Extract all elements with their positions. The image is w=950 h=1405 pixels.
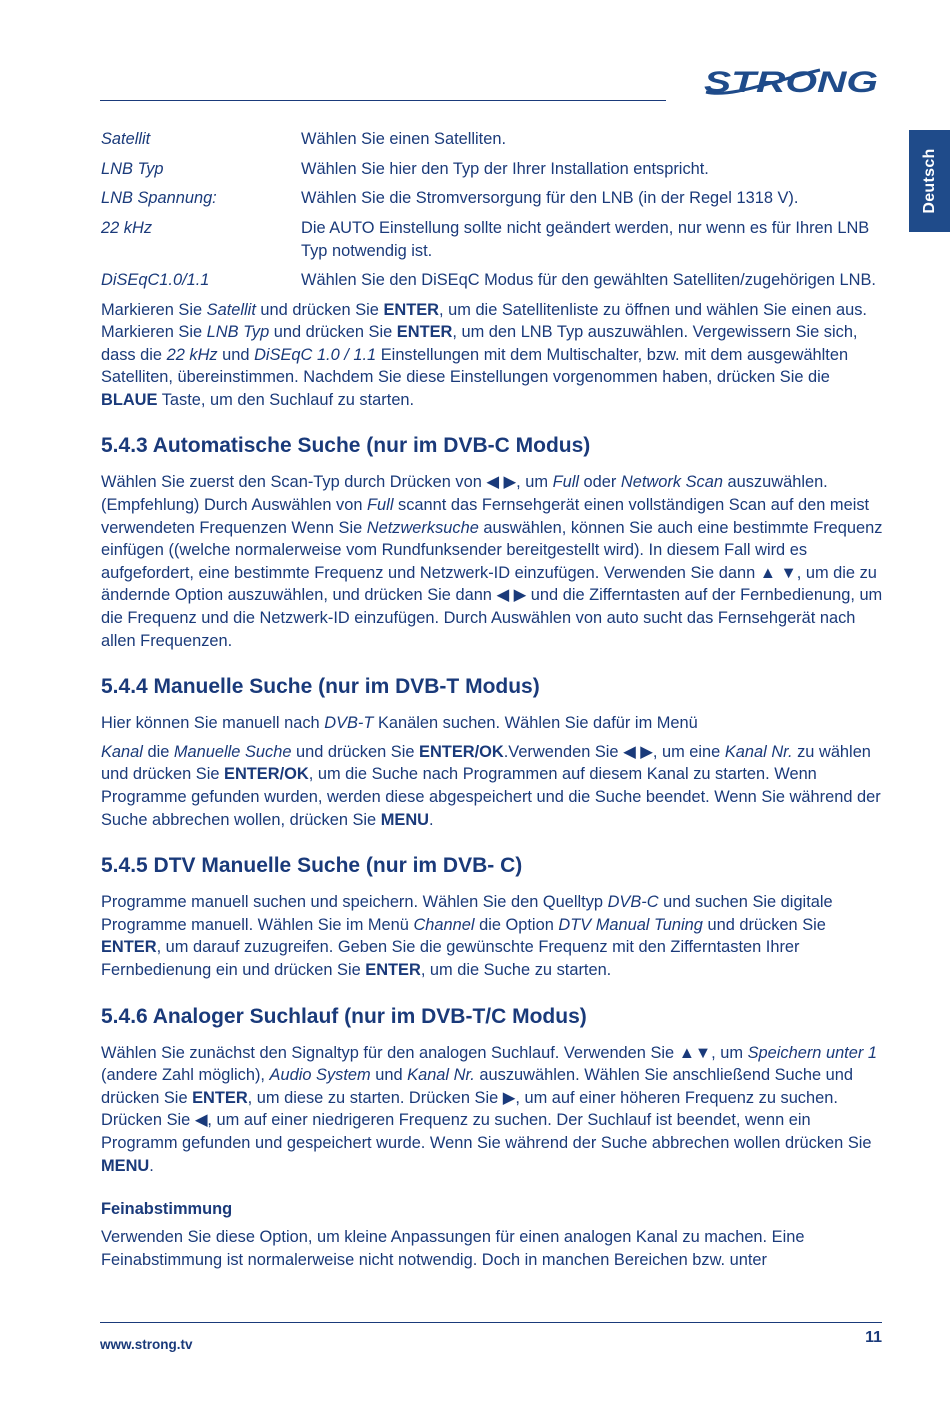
key-label: ENTER bbox=[383, 300, 440, 319]
text-run: und bbox=[217, 345, 255, 364]
emphasis-text: DVB-T bbox=[324, 714, 374, 733]
definition-row bbox=[101, 158, 886, 181]
key-label: ENTER bbox=[365, 960, 421, 979]
text-run: und bbox=[370, 1066, 408, 1085]
definition-row bbox=[101, 128, 886, 151]
text-run: auszuwählen. Wählen Sie anschließend Suche und drücken Sie bbox=[101, 1066, 853, 1107]
emphasis-text: DVB-C bbox=[607, 893, 659, 912]
subsection-paragraph bbox=[101, 1226, 886, 1271]
key-label: ENTER/OK bbox=[224, 765, 309, 784]
text-run: zu wählen und drücken Sie bbox=[101, 742, 871, 784]
definition-term: 22 kHz bbox=[101, 218, 153, 237]
text-run: Wählen Sie zunächst den Signaltyp für den analogen Suchlauf. Verwenden Sie ▲▼, um bbox=[101, 1043, 748, 1062]
text-run: auswählen, können Sie auch eine bestimmte Frequenz einfügen ((welche normalerweise vom Rundfunksender bereitgestellt wird). In diesem Fall wird es aufgefordert, eine bestimmte Frequenz und Netzwerk-ID einzufügen. Verwenden Sie dann ▲ ▼, um die zu ändernde Option auszuwählen, und drücken Sie dann ◀ ▶ und die Zifferntasten auf der Fernbedienung, um die Frequenz und die Netzwerk-ID einzufügen. Durch Auswählen von auto sucht das Fernsehgerät nach allen Frequenzen. bbox=[101, 518, 883, 650]
emphasis-text: Netzwerksuche bbox=[366, 518, 479, 537]
footer-rule bbox=[100, 1322, 882, 1323]
text-run: Einstellungen mit dem Multischalter, bzw. mit dem ausgewählten Satelliten, übereinstimmen. Nachdem Sie diese Einstellungen vorgenommen haben, drücken Sie die bbox=[101, 345, 849, 387]
emphasis-text: Channel bbox=[413, 915, 475, 934]
key-label: ENTER bbox=[101, 938, 157, 957]
text-run: (andere Zahl möglich), bbox=[101, 1066, 270, 1085]
section-paragraph bbox=[101, 471, 886, 652]
text-run: Kanälen suchen. Wählen Sie dafür im Menü bbox=[373, 714, 698, 733]
language-tab-label: Deutsch bbox=[920, 148, 938, 214]
definition-list bbox=[101, 128, 886, 292]
text-run: , um die Satellitenliste zu öffnen und wählen Sie einen aus. Markieren Sie bbox=[101, 300, 867, 342]
section-paragraph bbox=[101, 741, 886, 831]
emphasis-text: Network Scan bbox=[620, 473, 723, 492]
definition-term: Satellit bbox=[101, 130, 151, 148]
emphasis-text: 22 kHz bbox=[166, 345, 218, 364]
emphasis-text: Kanal Nr. bbox=[407, 1066, 475, 1085]
definition-description: Wählen Sie die Stromversorgung für den LNB (in der Regel 1318 V). bbox=[301, 189, 799, 207]
text-run: . bbox=[429, 810, 434, 829]
key-label: ENTER bbox=[396, 323, 453, 342]
section-paragraph bbox=[101, 712, 886, 735]
text-run: . bbox=[149, 1156, 154, 1175]
key-label: ENTER/OK bbox=[419, 742, 504, 761]
subsection-heading: Feinabstimmung bbox=[101, 1200, 233, 1219]
definition-term: LNB Spannung: bbox=[101, 189, 217, 207]
definition-description: Wählen Sie hier den Typ der Ihrer Installation entspricht. bbox=[301, 159, 709, 178]
emphasis-text: Kanal Nr. bbox=[724, 742, 793, 761]
section-heading: 5.4.6 Analoger Suchlauf (nur im DVB-T/C Modus) bbox=[101, 1004, 587, 1028]
text-run: Verwenden Sie diese Option, um kleine Anpassungen für einen analogen Kanal zu machen. Eine Feinabstimmung ist normalerweise nicht notwendig. Doch in manchen Bereichen bzw. unter bbox=[101, 1228, 805, 1269]
text-run: oder bbox=[579, 473, 621, 492]
text-run: die bbox=[142, 742, 174, 761]
page-content bbox=[101, 128, 886, 1271]
key-label: MENU bbox=[101, 1156, 150, 1175]
text-run: und drücken Sie bbox=[255, 300, 384, 319]
definition-description: Wählen Sie den DiSEqC Modus für den gewählten Satelliten/zugehörigen LNB. bbox=[301, 271, 876, 289]
definition-description: Wählen Sie einen Satelliten. bbox=[301, 130, 507, 148]
key-label: ENTER bbox=[192, 1088, 248, 1107]
sections bbox=[101, 411, 886, 1177]
text-run: , um diese zu starten. Drücken Sie ▶, um auf einer höheren Frequenz zu suchen. Drücken Sie ◀, um auf einer niedrigeren Frequenz zu suchen. Der Suchlauf ist beendet, wenn ein Programm gefunden und gespeichert wurde. Wenn Sie während der Suche abbrechen wollen drücken Sie bbox=[101, 1088, 872, 1152]
emphasis-text: Manuelle Suche bbox=[173, 742, 292, 761]
definition-term: DiSEqC1.0/1.1 bbox=[101, 271, 210, 289]
text-run: Hier können Sie manuell nach bbox=[101, 714, 325, 733]
text-run: Taste, um den Suchlauf zu starten. bbox=[157, 390, 415, 409]
text-run: , um die Suche zu starten. bbox=[420, 960, 612, 979]
section-paragraph bbox=[101, 1042, 886, 1178]
definition-term: LNB Typ bbox=[101, 159, 164, 178]
emphasis-text: Speichern unter 1 bbox=[747, 1043, 877, 1062]
emphasis-text: DiSEqC 1.0 / 1.1 bbox=[254, 345, 377, 364]
header-rule bbox=[100, 100, 666, 101]
definition-description: Die AUTO Einstellung sollte nicht geändert werden, nur wenn es für Ihren LNB Typ notwendig ist. bbox=[301, 218, 870, 260]
svg-text:STRONG: STRONG bbox=[704, 66, 878, 99]
text-run: und drücken Sie bbox=[291, 742, 420, 761]
text-run: scannt das Fernsehgerät einen vollständigen Scan auf den meist verwendeten Frequenzen Wenn Sie bbox=[101, 496, 870, 537]
emphasis-text: DTV Manual Tuning bbox=[558, 915, 703, 934]
text-run: und suchen Sie digitale Programme manuell. Wählen Sie im Menü bbox=[101, 893, 833, 934]
text-run: Programme manuell suchen und speichern. Wählen Sie den Quelltyp bbox=[101, 893, 608, 912]
intro-paragraph bbox=[101, 299, 886, 412]
text-run: Markieren Sie bbox=[101, 300, 207, 319]
footer-url[interactable]: www.strong.tv bbox=[100, 1337, 193, 1352]
section-paragraph bbox=[101, 891, 886, 981]
key-label: BLAUE bbox=[101, 390, 158, 409]
emphasis-text: Audio System bbox=[269, 1066, 371, 1085]
text-run: , um den LNB Typ auszuwählen. Vergewissern Sie sich, dass die bbox=[101, 323, 858, 364]
text-run: die Option bbox=[474, 915, 559, 934]
text-run: , um darauf zuzugreifen. Geben Sie die gewünschte Frequenz mit den Zifferntasten Ihrer Fernbedienung ein und drücken Sie bbox=[101, 938, 800, 979]
emphasis-text: Full bbox=[552, 473, 579, 492]
emphasis-text: Satellit bbox=[206, 300, 256, 319]
text-run: .Verwenden Sie ◀ ▶, um eine bbox=[503, 742, 725, 761]
section-heading: 5.4.4 Manuelle Suche (nur im DVB-T Modus) bbox=[101, 675, 540, 699]
section-heading: 5.4.5 DTV Manuelle Suche (nur im DVB- C) bbox=[101, 854, 523, 878]
section-heading: 5.4.3 Automatische Suche (nur im DVB-C Modus) bbox=[101, 434, 591, 458]
key-label: MENU bbox=[380, 810, 429, 829]
language-tab bbox=[909, 130, 950, 232]
emphasis-text: LNB Typ bbox=[206, 323, 270, 342]
emphasis-text: Full bbox=[367, 496, 394, 515]
text-run: und drücken Sie bbox=[269, 323, 397, 342]
emphasis-text: Kanal bbox=[101, 742, 143, 761]
strong-logo bbox=[700, 62, 882, 100]
definition-row bbox=[101, 217, 886, 263]
definition-row bbox=[101, 269, 886, 292]
page-number: 11 bbox=[865, 1329, 882, 1346]
text-run: und drücken Sie bbox=[702, 915, 826, 934]
text-run: Wählen Sie zuerst den Scan-Typ durch Drücken von ◀ ▶, um bbox=[101, 473, 553, 492]
text-run: , um die Suche nach Programmen auf diesem Kanal zu starten. Wenn Programme gefunden wurden, werden diese abgespeichert und die Suche beendet. Wenn Sie während der Suche abbrechen wollen, drücken Sie bbox=[101, 765, 881, 829]
definition-row bbox=[101, 187, 886, 210]
text-run: auszuwählen. (Empfehlung) Durch Auswählen von bbox=[101, 473, 828, 515]
